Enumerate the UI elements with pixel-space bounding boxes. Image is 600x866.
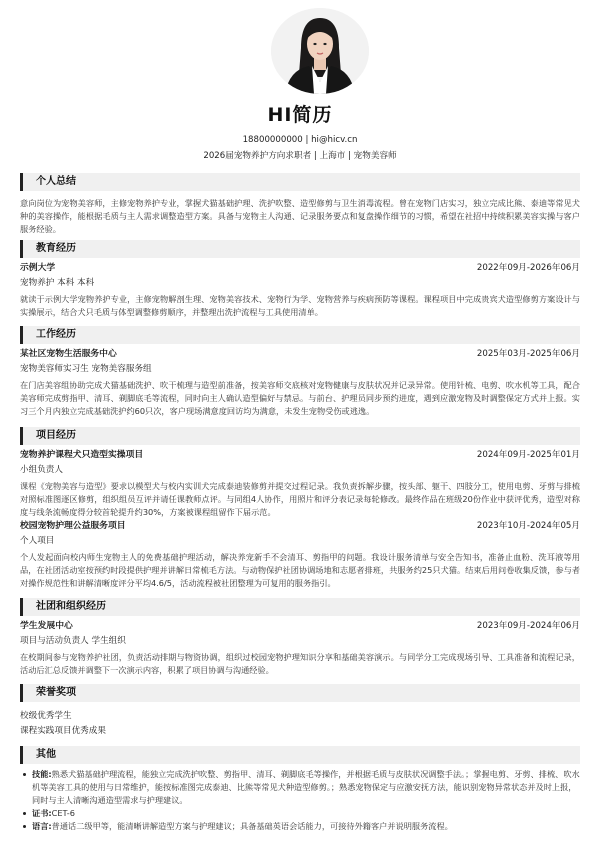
work-text: 在门店美容组协助完成犬猫基础洗护、吹干梳理与造型前准备，按美容师交底核对宠物健康与皮肤状况并记录异常。使用针梳、电剪、吹水机等工具，配合美容师完成剪指甲、清耳、剃脚底毛等流程，同时向主人确认造型偏好与禁忌。与前台、护理员同步预约进度，遇到应激宠物及时调整保定方式并上报。实习三个月内独立完成基础洗护约60只次，客户现场满意度回访均为满意，未发生宠物受伤或逃逸。: [20, 380, 580, 416]
other-item-text: 普通话二级甲等，能清晰讲解造型方案与护理建议；具备基础英语会话能力，可接待外籍客户并说明服务流程。: [51, 820, 453, 831]
campus-role: 项目与活动负责人 学生组织: [20, 636, 126, 647]
section-header-other: [20, 746, 580, 764]
summary-block: [20, 194, 580, 236]
honor-item: 课程实践项目优秀成果: [20, 725, 106, 736]
other-item-text: 熟悉犬猫基础护理流程，能独立完成洗护吹整、剪指甲、清耳、剃脚底毛等操作，并根据毛质与皮肤状况调整手法。；掌握电剪、牙剪、排梳、吹水机等美容工具的使用与日常维护，能按标准图完成泰迪、比熊等常见犬种造型修剪。；熟悉宠物保定与应激安抚方法，能识别宠物异常状态并及时上报，同时与主人清晰沟通造型需求与护理建议。: [32, 769, 580, 805]
other-item-text: CET-6: [51, 807, 75, 818]
school-name: 示例大学: [20, 263, 56, 273]
section-title: 个人总结: [36, 176, 76, 187]
summary-text: 意向岗位为宠物美容师，主修宠物养护专业，掌握犬猫基础护理、洗护吹整、造型修剪与卫生消毒流程。曾在宠物门店实习，独立完成比熊、泰迪等常见犬种的美容操作，能根据毛质与主人需求调整造型方案。具备与宠物主人沟通、记录服务要点和复盘操作细节的习惯，希望在社招中持续积累美容实操与客户服务经验。: [20, 198, 580, 234]
portrait-image: [271, 8, 369, 94]
education-text: 就读于示例大学宠物养护专业，主修宠物解剖生理、宠物美容技术、宠物行为学、宠物营养与疾病预防等课程。课程项目中完成贵宾犬造型修剪方案设计与实操展示，结合犬只毛质与体型调整修剪顺序，并整理出洗护流程与工具使用清单。: [20, 294, 580, 318]
other-item-label: 证书:: [32, 807, 52, 818]
project-date: 2023年10月-2024年05月: [476, 521, 580, 531]
project-role: 小组负责人: [20, 465, 63, 476]
honors-block: [20, 708, 580, 738]
education-major: 宠物养护 本科 本科: [20, 278, 95, 289]
education-date: 2022年09月-2026年06月: [476, 263, 580, 273]
section-title: 教育经历: [36, 243, 76, 254]
project-date: 2024年09月-2025年01月: [476, 450, 580, 460]
company-name: 某社区宠物生活服务中心: [20, 349, 117, 359]
section-title: 项目经历: [36, 430, 76, 441]
project-block-1: [20, 449, 580, 519]
education-row: [20, 262, 580, 275]
campus-date: 2023年09月-2024年06月: [476, 621, 580, 631]
project-role: 个人项目: [20, 536, 55, 547]
work-date: 2025年03月-2025年06月: [476, 349, 580, 359]
section-header-summary: [20, 173, 580, 191]
work-role: 宠物美容师实习生 宠物美容服务组: [20, 364, 152, 375]
section-header-work: [20, 326, 580, 344]
work-row: [20, 348, 580, 361]
job-intent-line: 2026届宠物养护方向求职者 | 上海市 | 宠物美容师: [203, 151, 397, 161]
section-title: 工作经历: [36, 329, 76, 340]
project-block-2: [20, 520, 580, 590]
email-address: hi@hicv.cn: [311, 135, 358, 145]
profile-photo: [271, 8, 369, 94]
project-row: [20, 449, 580, 462]
project-row: [20, 520, 580, 533]
section-header-campus: [20, 598, 580, 616]
project-text: 个人发起面向校内师生宠物主人的免费基础护理活动，解决养宠新手不会清耳、剪指甲的问题。我设计服务清单与安全告知书，准备止血粉、洗耳液等用品，在社团活动室按预约时段提供护理并讲解日常梳毛方法。与动物保护社团协调场地和志愿者排班，共服务约25只犬猫。结束后用问卷收集反馈，参与者对操作规范性和讲解清晰度评分平均4.6/5，活动流程被社团整理为可复用的服务指引。: [20, 552, 580, 588]
org-name: 学生发展中心: [20, 621, 73, 631]
project-name: 校园宠物护理公益服务项目: [20, 521, 126, 531]
section-header-education: [20, 240, 580, 258]
work-block: [20, 348, 580, 418]
other-block: [20, 768, 580, 833]
other-list: [20, 768, 580, 833]
phone-number: 18800000000: [242, 135, 303, 145]
contact-line: [20, 134, 580, 147]
section-header-projects: [20, 427, 580, 445]
project-text: 课程《宠物美容与造型》要求以模型犬与校内实训犬完成泰迪装修剪并提交过程记录。我负责拆解步骤，按头部、躯干、四肢分工，使用电剪、牙剪与排梳对照标准图逐区修剪，组织组员互评并请任课教师点评。与同组4人协作，用照片和评分表记录每轮修改。最终作品在班级20份作业中获评优秀，造型对称度与线条流畅度得分较首轮提升约30%，方案被课程组留作下届示范。: [20, 481, 580, 517]
honor-item: 校级优秀学生: [20, 711, 72, 721]
section-title: 荣誉奖项: [36, 687, 76, 698]
education-block: [20, 262, 580, 319]
section-title: 社团和组织经历: [36, 601, 106, 612]
other-item-label: 语言:: [32, 820, 52, 831]
campus-block: [20, 620, 580, 677]
other-item-skills: [20, 768, 580, 807]
contact-separator: |: [305, 135, 312, 145]
campus-row: [20, 620, 580, 633]
project-name: 宠物养护课程犬只造型实操项目: [20, 450, 144, 460]
section-header-honors: [20, 684, 580, 702]
other-item-label: 技能:: [32, 769, 52, 779]
other-item-languages: [20, 820, 580, 833]
resume-name: HI简历: [267, 104, 333, 126]
campus-text: 在校期间参与宠物养护社团，负责活动排期与物资协调，组织过校园宠物护理知识分享和基础美容演示。与同学分工完成现场引导、工具准备和流程记录，活动后汇总反馈并调整下一次演示内容，积累了项目协调与沟通经验。: [20, 652, 580, 676]
other-item-certificates: [20, 807, 580, 820]
section-title: 其他: [36, 749, 56, 760]
